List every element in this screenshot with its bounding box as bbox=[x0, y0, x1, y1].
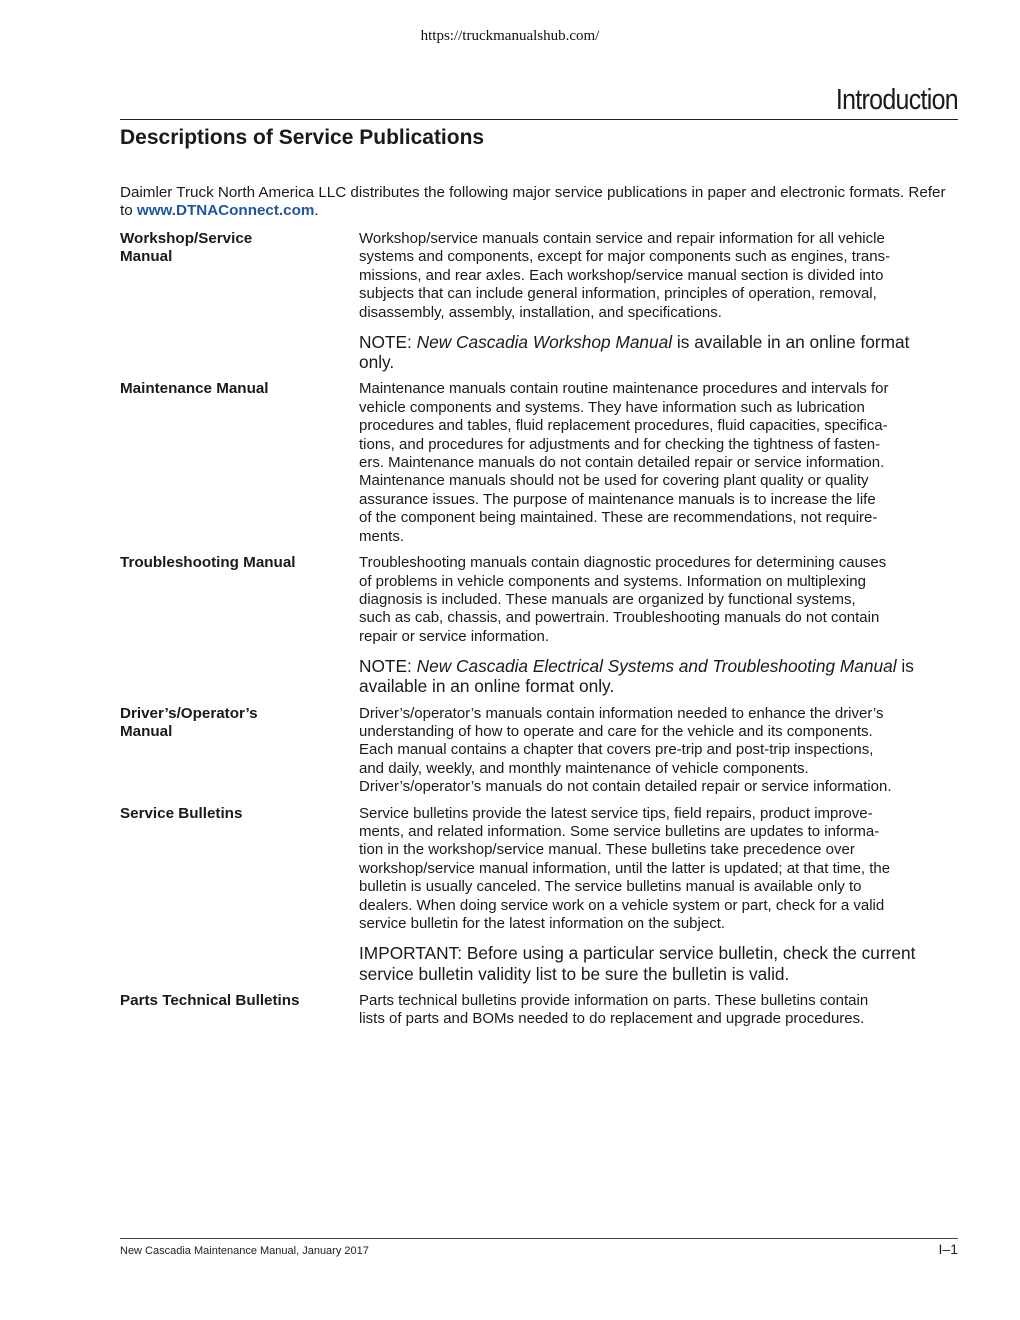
publication-name: Parts Technical Bulletins bbox=[120, 991, 300, 1009]
publication-description: Service bulletins provide the latest service tips, field repairs, product improve- ments, and related information. Some service bulletins are updates to informa- tion in the workshop/service manual. These bulletins take precedence over workshop/service manual information, until the latter is updated; at that time, the bulletin is usually canceled. The service bulletins manual is available only to dealers. When doing service work on a vehicle system or part, check for a valid service bulletin for the latest information on the subject. bbox=[359, 804, 891, 932]
publication-note bbox=[359, 656, 959, 696]
publication-body bbox=[359, 805, 959, 984]
intro-end: . bbox=[314, 202, 319, 220]
publication-body bbox=[359, 230, 959, 372]
publication-description: Workshop/service manuals contain service and repair information for all vehicle systems and components, except for major components such as engines, trans- missions, and rear axles. Each workshop/service manual section is divided into subjects that can include general information, principles of operation, removal, disassembly, assembly, installation, and specifications. bbox=[359, 230, 891, 321]
publication-row bbox=[120, 380, 960, 546]
note-suffix: is available in an online format only. bbox=[359, 656, 914, 697]
publication-row bbox=[120, 705, 960, 797]
publication-note bbox=[359, 332, 959, 372]
page-number: I–1 bbox=[938, 1241, 958, 1257]
footer-manual-title: New Cascadia Maintenance Manual, January 2017 bbox=[120, 1245, 369, 1257]
note-title: New Cascadia Workshop Manual bbox=[416, 332, 673, 353]
note-suffix: is available in an online format only. bbox=[359, 332, 910, 373]
publication-row bbox=[120, 805, 960, 984]
publication-name: Maintenance Manual bbox=[120, 380, 269, 398]
publication-body bbox=[359, 554, 959, 696]
publication-row bbox=[120, 230, 960, 372]
note-prefix: IMPORTANT: Before using a particular service bulletin, check the current service bulletin validity list to be sure the bulletin is valid. bbox=[359, 943, 916, 984]
publication-important-note bbox=[359, 943, 959, 983]
publication-name: Workshop/Service Manual bbox=[120, 230, 253, 266]
publication-body bbox=[359, 380, 959, 546]
publication-name: Driver’s/Operator’s Manual bbox=[120, 704, 258, 740]
note-prefix: NOTE: bbox=[359, 656, 417, 677]
note-prefix: NOTE: bbox=[359, 332, 417, 353]
dtnaconnect-link[interactable]: www.DTNAConnect.com bbox=[136, 202, 315, 220]
publication-description: Driver’s/operator’s manuals contain information needed to enhance the driver’s understanding of how to operate and care for the vehicle and its components. Each manual contains a chapter that covers pre-trip and post-trip inspections, and daily, weekly, and monthly maintenance of vehicle components. Driver’s/operator’s manuals do not contain detailed repair or service information. bbox=[359, 704, 892, 796]
chapter-title: Introduction bbox=[835, 84, 958, 116]
footer-rule bbox=[120, 1238, 958, 1239]
publication-row bbox=[120, 992, 960, 1029]
intro-text: Daimler Truck North America LLC distributes the following major service publications in paper and electronic formats. Refer to bbox=[120, 184, 946, 220]
publication-description: Troubleshooting manuals contain diagnostic procedures for determining causes of problems in vehicle components and systems. Information on multiplexing diagnosis is included. These manuals are organized by functional systems, such as cab, chassis, and powertrain. Troubleshooting manuals do not contain repair or service information. bbox=[359, 554, 887, 645]
source-url: https://truckmanualshub.com/ bbox=[420, 28, 600, 44]
publication-name: Service Bulletins bbox=[120, 804, 243, 822]
publication-body bbox=[359, 992, 959, 1029]
publication-description: Maintenance manuals contain routine maintenance procedures and intervals for vehicle components and systems. They have information such as lubrication procedures and tables, fluid replacement procedures, fluid capacities, specifica- tions, and procedures for adjustments and for checking the tightness of fasten- ers. Maintenance manuals do not contain detailed repair or service information. Maintenance manuals should not be used for covering plant quality or quality assurance issues. The purpose of maintenance manuals is to increase the life of the component being maintained. These are recommendations, not require- ments. bbox=[359, 380, 889, 545]
note-title: New Cascadia Electrical Systems and Troubleshooting Manual bbox=[416, 656, 897, 677]
publication-list bbox=[120, 230, 960, 1037]
header-rule bbox=[120, 119, 958, 120]
publication-row bbox=[120, 554, 960, 696]
publication-body bbox=[359, 705, 959, 797]
publication-description: Parts technical bulletins provide information on parts. These bulletins contain lists of parts and BOMs needed to do replacement and upgrade procedures. bbox=[359, 991, 869, 1028]
publication-name: Troubleshooting Manual bbox=[120, 554, 296, 572]
intro-paragraph bbox=[120, 184, 958, 221]
section-title: Descriptions of Service Publications bbox=[120, 126, 485, 149]
